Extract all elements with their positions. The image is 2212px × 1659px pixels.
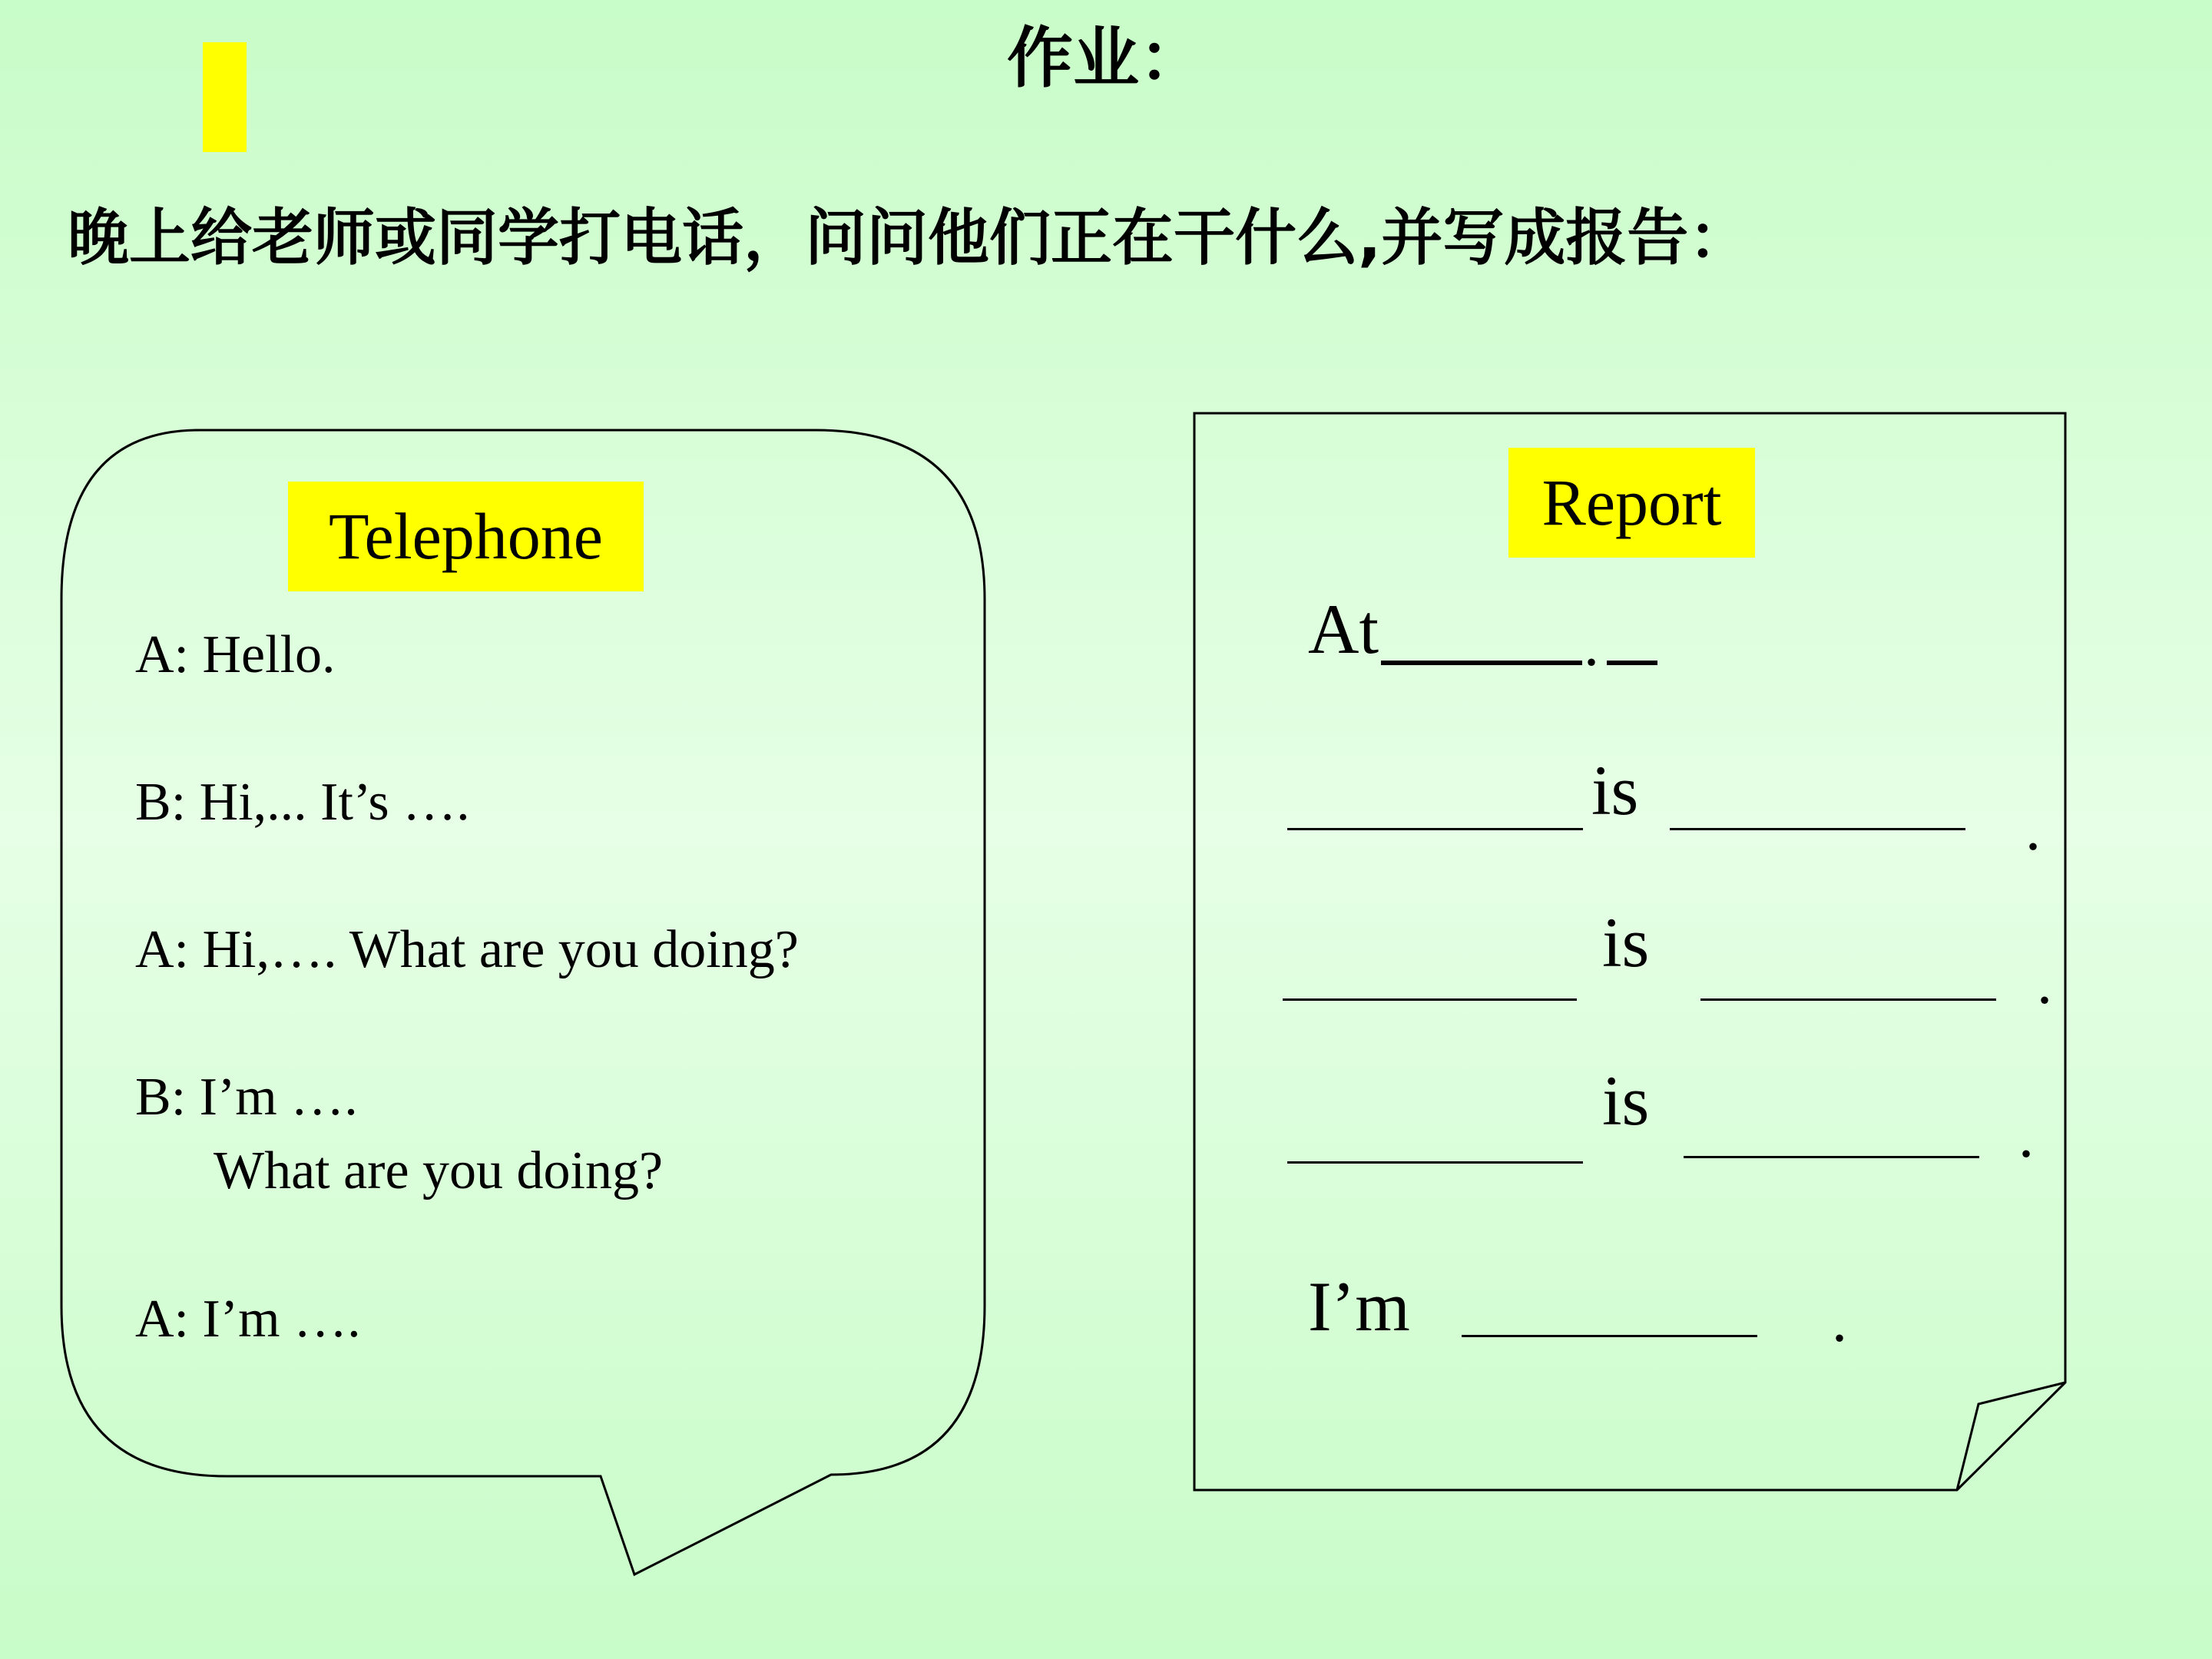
task-instruction: 晚上给老师或同学打电话，问问他们正在干什么,并写成报告： <box>68 202 1750 273</box>
report-is: is <box>1591 751 1639 830</box>
report-blank <box>1670 828 1965 830</box>
report-period: . <box>2037 949 2052 1017</box>
report-blank <box>1381 661 1582 665</box>
report-period: . <box>2018 1103 2034 1171</box>
dialogue-line: What are you doing? <box>214 1141 664 1200</box>
report-period: . <box>1832 1287 1847 1355</box>
report-blank <box>1462 1335 1757 1337</box>
report-period: . <box>1584 611 1599 679</box>
dialogue-line: B: Hi,... It’s …. <box>135 773 470 832</box>
report-is: is <box>1602 1061 1650 1140</box>
report-im: I’m <box>1308 1267 1410 1346</box>
report-blank <box>1684 1156 1979 1158</box>
dialogue-line: A: Hello. <box>135 625 336 684</box>
report-period: . <box>2025 796 2041 863</box>
report-blank <box>1287 1161 1583 1164</box>
report-at: At <box>1308 590 1379 668</box>
report-blank <box>1607 661 1657 665</box>
page-title: 作业： <box>1007 20 1205 97</box>
report-is: is <box>1602 903 1650 982</box>
report-label: Report <box>1508 448 1755 558</box>
dialogue-line: A: I’m …. <box>135 1290 361 1349</box>
speech-bubble <box>61 430 985 1575</box>
report-blank <box>1700 998 1996 1001</box>
dialogue-line: A: Hi,…. What are you doing? <box>135 920 799 979</box>
dialogue-line: B: I’m …. <box>135 1068 358 1127</box>
report-blank <box>1287 828 1583 830</box>
telephone-label: Telephone <box>288 482 644 591</box>
report-blank <box>1283 998 1577 1001</box>
